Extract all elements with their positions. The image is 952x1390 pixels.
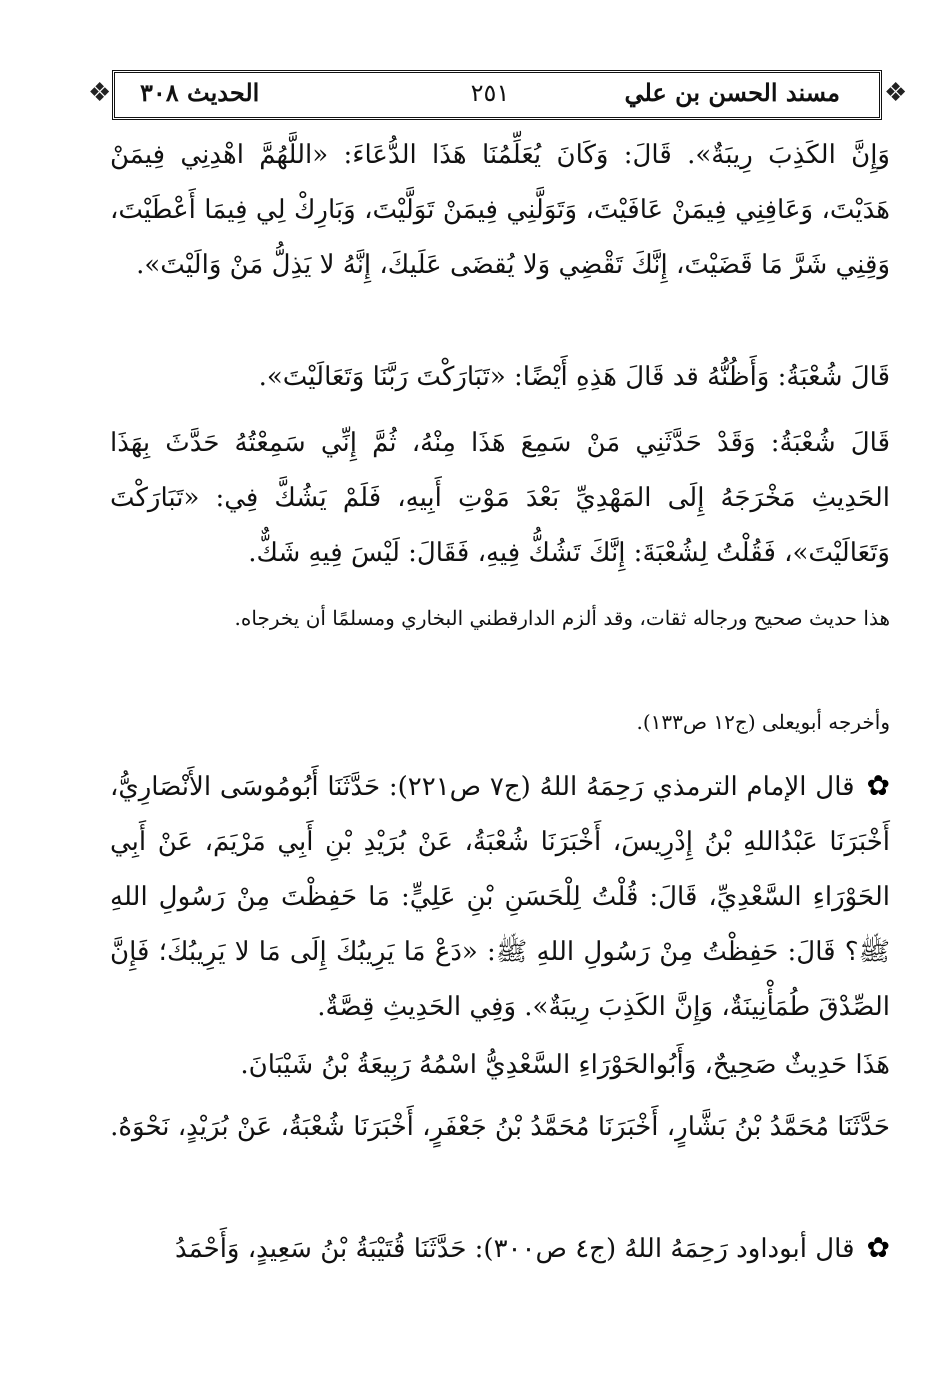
ornament-right-icon: ❖ — [884, 78, 908, 108]
hadith-label: الحديث ٣٠٨ — [140, 78, 260, 107]
paragraph-6: حَدَّثَنَا مُحَمَّدُ بْنُ بَشَّارٍ، أَخْبَرَنَا مُحَمَّدُ بْنُ جَعْفَرٍ، أَخْبَرَنَا شُعْبَةُ، عَنْ بُرَيْدٍ، نَحْوَهُ. — [110, 1112, 890, 1142]
source-note: وأخرجه أبويعلى (ج١٢ ص١٣٣). — [636, 710, 890, 734]
paragraph-4-text: قال الإمام الترمذي رَحِمَهُ اللهُ (ج٧ ص٢٢١): حَدَّثَنَا أَبُومُوسَى الأَنْصَارِيُّ، أَخْبَرَنَا عَبْدُاللهِ بْنُ إِدْرِيسَ، أَخْبَرَنَا شُعْبَةُ، عَنْ بُرَيْدِ بْنِ أَبِي مَرْيَمَ، عَنْ أَبِي الحَوْرَاءِ السَّعْدِيِّ، قَالَ: قُلْتُ لِلْحَسَنِ بْنِ عَلِيٍّ: مَا حَفِظْتَ مِنْ رَسُولِ اللهِ ﷺ؟ قَالَ: حَفِظْتُ مِنْ رَسُولِ اللهِ ﷺ: «دَعْ مَا يَرِيبُكَ إِلَى مَا لا يَرِيبُكَ؛ فَإِنَّ الصِّدْقَ طُمَأْنِينَةٌ، وَإِنَّ الكَذِبَ رِيبَةٌ». وَفِي الحَدِيثِ قِصَّةٌ. — [110, 772, 890, 1022]
page-number: ٢٥١ — [470, 79, 510, 107]
paragraph-1: وَإِنَّ الكَذِبَ رِيبَةٌ». قَالَ: وَكَانَ يُعَلِّمُنَا هَذَا الدُّعَاءَ: «اللَّهُمَّ اهْدِنِي فِيمَنْ هَدَيْتَ، وَعَافِنِي فِيمَنْ عَافَيْتَ، وَتَوَلَّنِي فِيمَنْ تَوَلَّيْتَ، وَبَارِكْ لِي فِيمَا أَعْطَيْتَ، وَقِنِي شَرَّ مَا قَضَيْتَ، إِنَّكَ تَقْضِي وَلا يُقضَى عَلَيكَ، إِنَّهُ لا يَذِلُّ مَنْ وَالَيْتَ». — [110, 140, 890, 280]
paragraph-3: قَالَ شُعْبَةُ: وَقَدْ حَدَّثَنِي مَنْ سَمِعَ هَذَا مِنْهُ، ثُمَّ إِنِّي سَمِعْتُهُ حَدَّثَ بِهَذَا الحَدِيثِ مَخْرَجَهُ إِلَى المَهْدِيِّ بَعْدَ مَوْتِ أَبِيهِ، فَلَمْ يَشُكَّ فِي: «تَبَارَكْتَ وَتَعَالَيْتَ»، فَقُلْتُ لِشُعْبَةَ: إِنَّكَ تَشُكُّ فِيهِ، فَقَالَ: لَيْسَ فِيهِ شَكٌّ. — [110, 428, 890, 568]
paragraph-4 — [110, 758, 890, 1035]
ornament-left-icon: ❖ — [88, 78, 112, 108]
grading-note: هذا حديث صحيح ورجاله ثقات، وقد ألزم الدارقطني البخاري ومسلمًا أن يخرجاه. — [234, 606, 890, 630]
book-title: مسند الحسن بن علي — [624, 78, 840, 107]
paragraph-2: قَالَ شُعْبَةُ: وَأَظُنُّهُ قد قَالَ هَذِهِ أَيْضًا: «تَبَارَكْتَ رَبَّنَا وَتَعَالَيْتَ». — [258, 362, 890, 392]
paragraph-7 — [110, 1220, 890, 1277]
paragraph-5: هَذَا حَدِيثٌ صَحِيحٌ، وَأَبُوالحَوْرَاءِ السَّعْدِيُّ اسْمُهُ رَبِيعَةُ بْنُ شَيْبَانَ. — [240, 1050, 890, 1080]
flower-bullet-icon: ✿ — [866, 1231, 890, 1264]
paragraph-7-text: قال أبوداود رَحِمَهُ اللهُ (ج٤ ص٣٠٠): حَدَّثَنَا قُتَيْبَةُ بْنُ سَعِيدٍ، وَأَحْمَدُ — [174, 1234, 855, 1264]
flower-bullet-icon: ✿ — [866, 769, 891, 802]
